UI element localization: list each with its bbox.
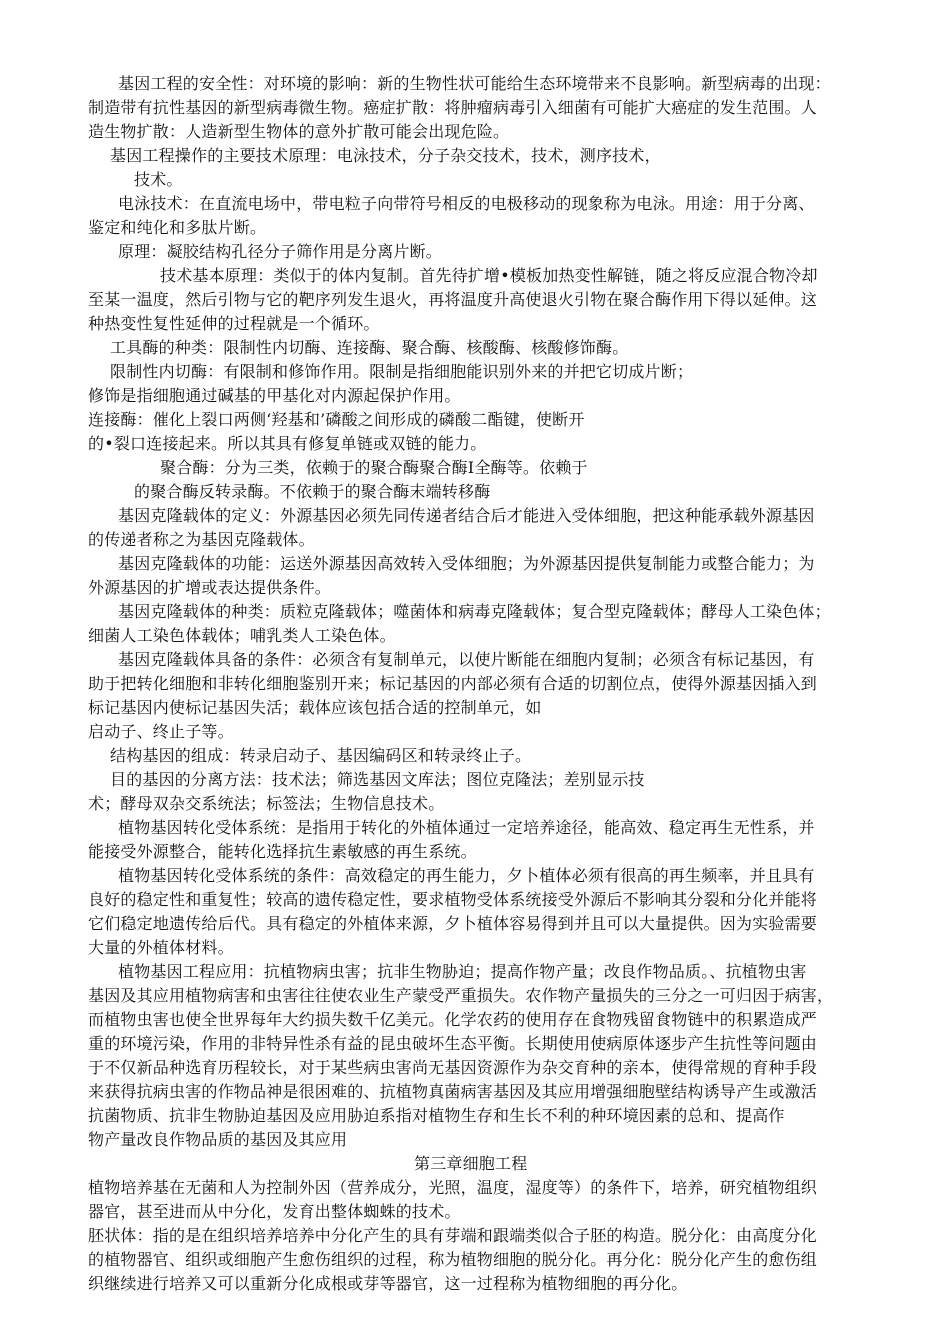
text-line: 外源基因的扩增或表达提供条件。 (88, 578, 332, 597)
text-line: 而植物虫害也使全世界每年大约损失数千亿美元。化学农药的使用存在食物残留食物链中的积累造成严 (88, 1010, 818, 1029)
text-line: 来获得抗病虫害的作物品神是很困难的、抗植物真菌病害基因及其应用增强细胞壁结构诱导产生或激活 (88, 1082, 818, 1101)
text-line: 器官，甚至进而从中分化，发育出整体蜘蛛的技术。 (88, 1202, 461, 1221)
text-line: 启动子、终止子等。 (88, 722, 234, 741)
text-line: 原理：凝胶结构孔径分子筛作用是分离片断。 (118, 242, 443, 261)
text-line: 物产量改良作物品质的基因及其应用 (88, 1130, 348, 1149)
text-line: 重的环境污染，作用的非特异性杀有益的昆虫破坏生态平衡。长期使用使病原体逐步产生抗性等问题由 (88, 1034, 818, 1053)
text-line: 植物基因工程应用：抗植物病虫害；抗非生物胁迫；提高作物产量；改良作物品质。、抗植物虫害 (118, 962, 807, 981)
text-line: 的传递者称之为基因克隆载体。 (88, 530, 315, 549)
text-line: 植物培养基在无菌和人为控制外因（营养成分，光照，温度，湿度等）的条件下，培养，研究植物组织 (88, 1178, 818, 1197)
text-line: 结构基因的组成：转录启动子、基因编码区和转录终止子。 (110, 746, 532, 765)
text-line: 基因克隆载体的定义：外源基因必须先同传递者结合后才能进入受体细胞，把这种能承载外源基因 (118, 506, 815, 525)
text-line: 基因及其应用植物病害和虫害往往使农业生产蒙受严重损失。农作物产量损失的三分之一可归因于病害， (88, 986, 834, 1005)
text-line: 基因工程操作的主要技术原理：电泳技术，分子杂交技术，技术，测序技术， (110, 146, 661, 165)
chapter-heading: 第三章细胞工程 (414, 1154, 528, 1173)
text-line: 良好的稳定性和重复性；较高的遗传稳定性，要求植物受体系统接受外源后不影响其分裂和分化并能将 (88, 890, 818, 909)
text-line: 大量的外植体材料。 (88, 938, 234, 957)
text-line: 细菌人工染色体载体；哺乳类人工染色体。 (88, 626, 396, 645)
text-line: 技术基本原理：类似于的体内复制。首先待扩增•模板加热变性解链，随之将反应混合物冷却 (160, 266, 818, 285)
text-line: 术；酵母双杂交系统法；标签法；生物信息技术。 (88, 794, 445, 813)
text-line: 它们稳定地遗传给后代。具有稳定的外植体来源，夕卜植体容易得到并且可以大量提供。因为实验需要 (88, 914, 818, 933)
text-line: 限制性内切酶：有限制和修饰作用。限制是指细胞能识别外来的并把它切成片断； (110, 362, 694, 381)
text-line: 的聚合酶反转录酶。不依赖于的聚合酶末端转移酶 (134, 482, 491, 501)
text-line: 植物基因转化受体系统的条件：高效稳定的再生能力，夕卜植体必须有很高的再生频率，并且具有 (118, 866, 815, 885)
text-line: 造生物扩散：人造新型生物体的意外扩散可能会出现危险。 (88, 122, 510, 141)
text-line: 工具酶的种类：限制性内切酶、连接酶、聚合酶、核酸酶、核酸修饰酶。 (110, 338, 629, 357)
text-line: 制造带有抗性基因的新型病毒微生物。癌症扩散：将肿瘤病毒引入细菌有可能扩大癌症的发生范围。人 (88, 98, 818, 117)
text-line: 助于把转化细胞和非转化细胞鉴别开来；标记基因的内部必须有合适的切割位点，使得外源基因插入到 (88, 674, 818, 693)
text-line: 种热变性复性延伸的过程就是一个循环。 (88, 314, 380, 333)
text-line: 鉴定和纯化和多肽片断。 (88, 218, 267, 237)
text-line: 标记基因内使标记基因失活；载体应该包括合适的控制单元，如 (88, 698, 542, 717)
text-line: 的植物器官、组织或细胞产生愈伤组织的过程，称为植物细胞的脱分化。再分化：脱分化产生的愈伤组 (88, 1250, 818, 1269)
text-line: 抗菌物质、抗非生物胁迫基因及应用胁迫系指对植物生存和生长不利的种环境因素的总和、提高作 (88, 1106, 785, 1125)
text-line: 技术。 (134, 170, 183, 189)
text-line: 的•裂口连接起来。所以其具有修复单链或双链的能力。 (88, 434, 487, 453)
text-line: 基因克隆载体的种类：质粒克隆载体；噬菌体和病毒克隆载体；复合型克隆载体；酵母人工染色体； (118, 602, 831, 621)
text-line: 聚合酶：分为三类，依赖于的聚合酶聚合酶Ⅰ全酶等。依赖于 (160, 458, 588, 477)
text-line: 电泳技术：在直流电场中，带电粒子向带符号相反的电极移动的现象称为电泳。用途：用于分离、 (118, 194, 815, 213)
text-line: 基因克隆载体具备的条件：必须含有复制单元，以使片断能在细胞内复制；必须含有标记基因，有 (118, 650, 815, 669)
text-line: 植物基因转化受体系统：是指用于转化的外植体通过一定培养途径，能高效、稳定再生无性系，并 (118, 818, 815, 837)
text-line: 修饰是指细胞通过碱基的甲基化对内源起保护作用。 (88, 386, 461, 405)
text-line: 目的基因的分离方法：技术法；筛选基因文库法；图位克隆法；差别显示技 (110, 770, 645, 789)
text-line: 基因工程的安全性：对环境的影响：新的生物性状可能给生态环境带来不良影响。新型病毒的出现： (118, 74, 831, 93)
text-line: 于不仅新品种选育历程较长，对于某些病虫害尚无基因资源作为杂交育种的亲本，使得常规的育种手段 (88, 1058, 818, 1077)
text-line: 织继续进行培养又可以重新分化成根或芽等器官，这一过程称为植物细胞的再分化。 (88, 1274, 688, 1293)
text-line: 胚状体：指的是在组织培养培养中分化产生的具有芽端和跟端类似合子胚的构造。脱分化：由高度分化 (88, 1226, 818, 1245)
text-line: 至某一温度，然后引物与它的靶序列发生退火，再将温度升高使退火引物在聚合酶作用下得以延伸。这 (88, 290, 818, 309)
text-line: 连接酶：催化上裂口两侧‘羟基和’磷酸之间形成的磷酸二酯键，使断开 (88, 410, 585, 429)
text-line: 基因克隆载体的功能：运送外源基因高效转入受体细胞；为外源基因提供复制能力或整合能力；为 (118, 554, 815, 573)
text-line: 能接受外源整合，能转化选择抗生素敏感的再生系统。 (88, 842, 477, 861)
